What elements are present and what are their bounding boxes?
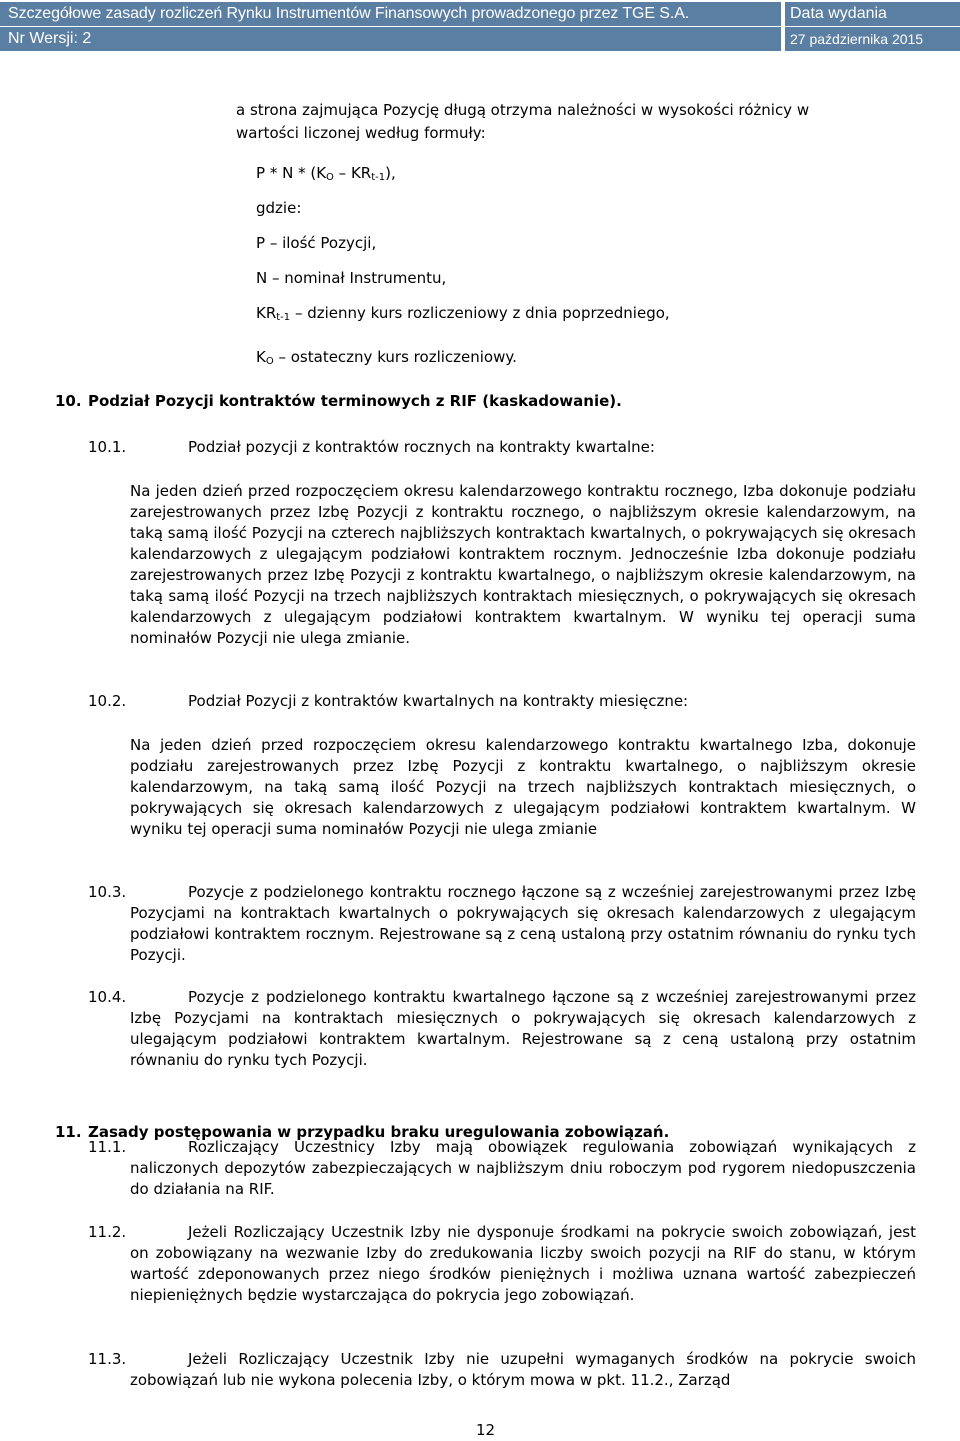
intro-line-2: wartości liczonej według formuły:	[236, 124, 486, 142]
section-10-number: 10.	[55, 392, 82, 410]
section-10-1-body: Na jeden dzień przed rozpoczęciem okresu kalendarzowego kontraktu rocznego, Izba dokonuje podziału zarejestrowanych przez Izbę Pozycji z kontraktu rocznego, o najbliższym okresie kalendarzowym, na taką samą ilość Pozycji na czterech najbliższych kontraktach kwartalnych, o pokrywających się okresach kalendarzowych z ulegającym podziałowi kontraktem rocznym. Jednocześnie Izba dokonuje podziału zarejestrowanych przez Izbę Pozycji z kontraktu kwartalnego, o najbliższym okresie kalendarzowym, na taką samą ilość Pozycji na trzech najbliższych kontraktach miesięcznych, o pokrywających się okresach kalendarzowych z ulegającym podziałowi kontraktem kwartalnym. W wyniku tej operacji suma nominałów Pozycji nie ulega zmianie.	[130, 482, 916, 647]
section-10-1-number: 10.1.	[88, 438, 127, 456]
intro-line-1: a strona zajmująca Pozycję długą otrzyma należności w wysokości różnicy w	[236, 101, 810, 119]
section-10-4-number: 10.4.	[88, 988, 127, 1006]
definition-n: N – nominał Instrumentu,	[256, 269, 447, 287]
page-header	[0, 0, 960, 50]
issue-date: 27 października 2015	[790, 31, 924, 47]
version-number: Nr Wersji: 2	[8, 30, 92, 47]
section-11-1-body: Rozliczający Uczestnicy Izby mają obowiązek regulowania zobowiązań wynikających z naliczonych depozytów zabezpieczających w najbliższym dniu roboczym pod rygorem niedopuszczenia do działania na RIF.	[130, 1138, 916, 1198]
section-10-title: Podział Pozycji kontraktów terminowych z RIF (kaskadowanie).	[88, 392, 622, 410]
definition-ko: $K_O$ – ostateczny kurs rozliczeniowy.	[256, 348, 517, 367]
section-11-3-body: Jeżeli Rozliczający Uczestnik Izby nie uzupełni wymaganych środków na pokrycie swoich zobowiązań lub nie wykona polecenia Izby, o którym mowa w pkt. 11.2., Zarząd	[130, 1350, 916, 1389]
section-11-3-number: 11.3.	[88, 1350, 127, 1368]
section-11-2-body: Jeżeli Rozliczający Uczestnik Izby nie dysponuje środkami na pokrycie swoich zobowiązań, jest on zobowiązany na wezwanie Izby do zredukowania liczby swoich pozycji na RIF do stanu, w którym wartość zdeponowanych przez niego środków pieniężnych i możliwa uznana wartość zabezpieczeń niepieniężnych będzie wystarczająca do pokrycia jego zobowiązań.	[130, 1223, 916, 1304]
header-row-version	[0, 27, 960, 51]
document-title: Szczegółowe zasady rozliczeń Rynku Instrumentów Finansowych prowadzonego przez TGE S.A.	[8, 5, 690, 22]
section-11-number: 11.	[55, 1123, 82, 1141]
section-11-1-number: 11.1.	[88, 1138, 127, 1156]
definition-p: P – ilość Pozycji,	[256, 234, 377, 252]
date-label: Data wydania	[790, 5, 887, 22]
section-10-3-number: 10.3.	[88, 883, 127, 901]
page-number: 12	[476, 1421, 496, 1439]
definition-kr: $KR_{t-1}$ – dzienny kurs rozliczeniowy z dnia poprzedniego,	[256, 304, 670, 323]
section-10-4-body: Pozycje z podzielonego kontraktu kwartalnego łączone są z wcześniej zarejestrowanymi przez Izbę Pozycjami na kontraktach miesięcznych o pokrywających się okresach kalendarzowych z ulegającym podziałowi kontraktem kwartalnym. Rejestrowane są z ceną ustaloną przy ostatnim równaniu do rynku tych Pozycji.	[130, 988, 916, 1069]
section-11-2-number: 11.2.	[88, 1223, 127, 1241]
section-10-1-title: Podział pozycji z kontraktów rocznych na kontrakty kwartalne:	[188, 438, 655, 456]
formula: P * N * $(K_O - KR_{t-1})$,	[256, 164, 396, 183]
section-10-2-body: Na jeden dzień przed rozpoczęciem okresu kalendarzowego kontraktu kwartalnego Izba, dokonuje podziału zarejestrowanych przez Izbę Pozycji z kontraktu kwartalnego, o najbliższym okresie kalendarzowym, na taką samą ilość Pozycji na trzech najbliższych kontraktach miesięcznych, o pokrywających się okresach kalendarzowych z ulegającym podziałowi kontraktem kwartalnym. W wyniku tej operacji suma nominałów Pozycji nie ulega zmianie	[130, 736, 916, 838]
section-10-2-title: Podział Pozycji z kontraktów kwartalnych na kontrakty miesięczne:	[188, 692, 689, 710]
section-10-3-body: Pozycje z podzielonego kontraktu rocznego łączone są z wcześniej zarejestrowanymi przez Izbę Pozycjami na kontraktach kwartalnych o pokrywających się okresach kalendarzowych z ulegającym podziałowi kontraktem rocznym. Rejestrowane są z ceną ustaloną przy ostatnim równaniu do rynku tych Pozycji.	[130, 883, 916, 964]
header-row-title	[0, 2, 960, 26]
section-10-2-number: 10.2.	[88, 692, 127, 710]
where-label: gdzie:	[256, 199, 302, 217]
section-11-title: Zasady postępowania w przypadku braku uregulowania zobowiązań.	[88, 1123, 670, 1141]
